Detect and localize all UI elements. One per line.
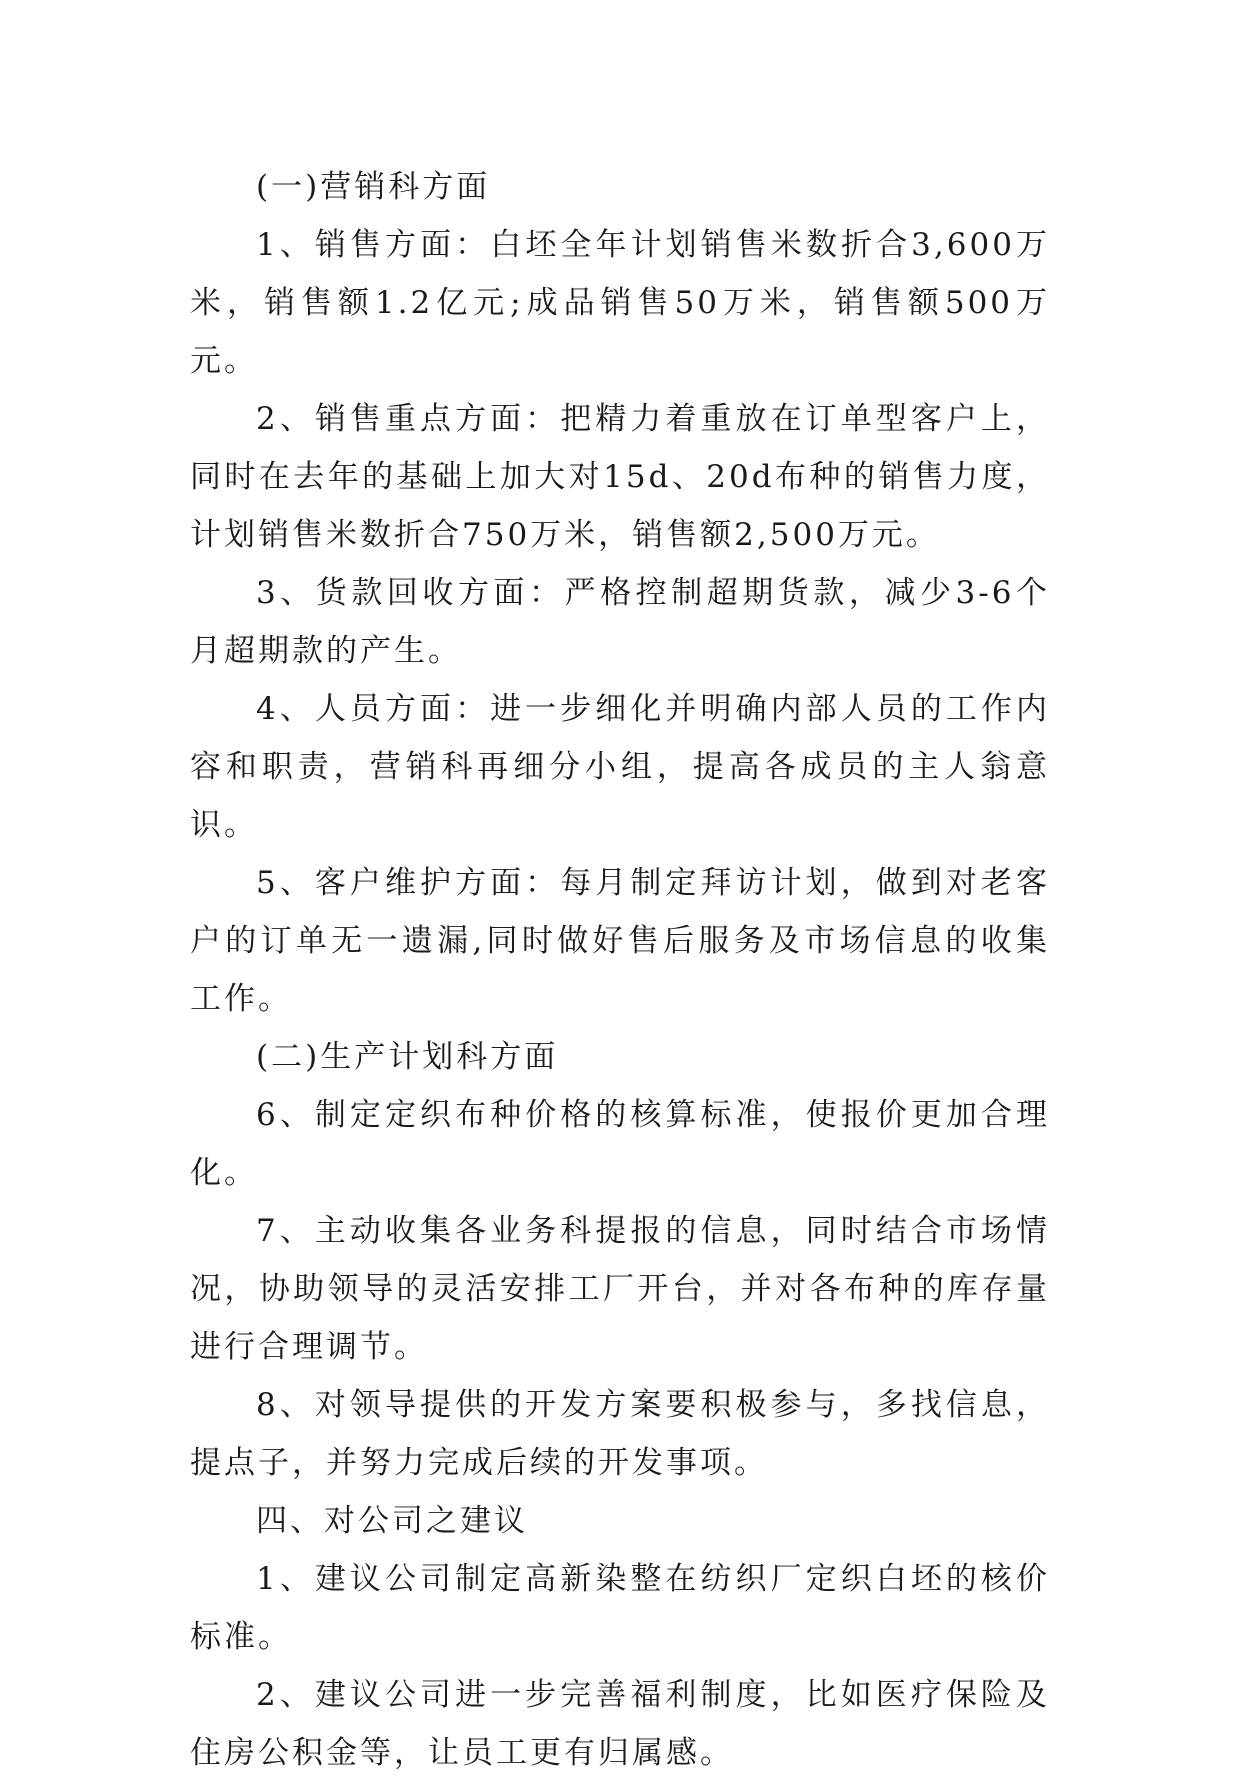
paragraph-development-plan: 8、对领导提供的开发方案要积极参与，多找信息，提点子，并努力完成后续的开发事项。 (190, 1387, 1050, 1481)
paragraph-sales: 1、销售方面：白坯全年计划销售米数折合3,600万米，销售额1.2亿元;成品销售50万米，销售额500万元。 (190, 227, 1050, 379)
paragraph-sales-focus: 2、销售重点方面：把精力着重放在订单型客户上，同时在去年的基础上加大对15d、20d布种的销售力度，计划销售米数折合750万米，销售额2,500万元。 (190, 401, 1050, 553)
paragraph-customer-maintenance: 5、客户维护方面：每月制定拜访计划，做到对老客户的订单无一遗漏,同时做好售后服务及市场信息的收集工作。 (190, 865, 1050, 1017)
paragraph-pricing-standard: 6、制定定织布种价格的核算标准，使报价更加合理化。 (190, 1097, 1050, 1191)
section-heading-suggestions: 四、对公司之建议 (256, 1503, 528, 1539)
paragraph-information-collection: 7、主动收集各业务科提报的信息，同时结合市场情况，协助领导的灵活安排工厂开台，并对各布种的库存量进行合理调节。 (190, 1213, 1050, 1365)
paragraph-suggestion-pricing: 1、建议公司制定高新染整在纺织厂定织白坯的核价标准。 (190, 1561, 1050, 1655)
section-heading-production-planning: (二)生产计划科方面 (256, 1039, 559, 1075)
paragraph-personnel: 4、人员方面：进一步细化并明确内部人员的工作内容和职责，营销科再细分小组，提高各成员的主人翁意识。 (190, 691, 1050, 843)
document-body (190, 158, 1050, 1782)
paragraph-payment-collection: 3、货款回收方面：严格控制超期货款，减少3-6个月超期款的产生。 (190, 575, 1050, 669)
paragraph-suggestion-welfare: 2、建议公司进一步完善福利制度，比如医疗保险及住房公积金等，让员工更有归属感。 (190, 1677, 1050, 1771)
section-heading-marketing: (一)营销科方面 (256, 169, 491, 205)
